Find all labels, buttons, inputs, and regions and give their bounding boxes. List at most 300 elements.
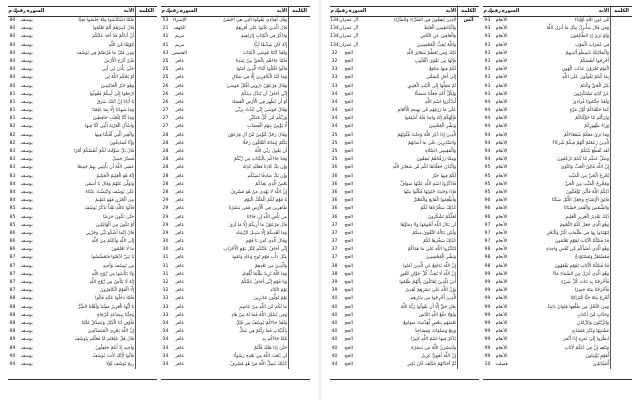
entry-word — [457, 328, 479, 336]
table-row — [330, 58, 479, 66]
entry-verse: وَيَنْعِهِ إِنَّ فِي ذَٰلِكُمْ لَآيَاتٍ — [564, 345, 610, 351]
entry-aya-number: 33 — [162, 312, 169, 318]
entry-aya-number: 98 — [484, 263, 491, 269]
entry-aya-number: 94 — [484, 108, 491, 114]
entry-word — [135, 66, 157, 74]
table-row — [161, 164, 310, 172]
entry-aya-number: 93 — [484, 18, 491, 23]
table-row — [8, 148, 157, 156]
entry-sura: يوسف — [20, 173, 33, 179]
entry-verse: وَإِن يَكُ كَاذِبًا فَعَلَيْهِ كَذِبُهُ — [242, 165, 288, 171]
table-row — [8, 295, 157, 303]
entry-aya-number: 28 — [162, 157, 169, 163]
entry-word — [135, 148, 157, 156]
entry-aya-number: 10 — [484, 361, 491, 367]
entry-word — [135, 99, 157, 107]
entry-aya-number: 32 — [331, 58, 338, 64]
entry-word — [135, 25, 157, 33]
entry-word — [610, 50, 632, 58]
entry-verse: وَهُوَ الَّذِي أَنشَأَكُم مِّن نَّفْسٍ وَاحِدَةٍ — [546, 247, 610, 253]
entry-verse: فَمُسْتَقَرٌّ وَمُسْتَوْدَعٌ — [575, 255, 610, 261]
entry-verse: وَلَيَنصُرَنَّ اللَّهُ مَن يَنصُرُهُ — [411, 345, 457, 351]
entry-verse: وَلَقَدْ جَاءَكُمْ يُوسُفُ مِن قَبْلُ — [236, 320, 288, 326]
entry-aya-number: 81 — [9, 99, 16, 105]
table-row — [483, 156, 632, 164]
entry-aya-number: 36 — [331, 214, 338, 220]
entry-verse: أَنَّ أَبَاكُمْ قَدْ أَخَذَ عَلَيْكُم — [92, 34, 135, 40]
entry-verse: مِنَ الْحُزْنِ فَهُوَ كَظِيمٌ — [95, 198, 135, 204]
entry-aya-number: 36 — [331, 173, 338, 179]
header-sura: السورة — [348, 8, 367, 14]
entry-word — [457, 25, 479, 33]
table-row — [483, 336, 632, 344]
entry-sura: الحج — [344, 140, 353, 146]
entry-aya-number: 89 — [9, 337, 16, 343]
entry-verse: وَقَالَ مُوسَىٰ إِنِّي عُذْتُ بِرَبِّي — [234, 108, 288, 114]
entry-word — [457, 345, 479, 353]
table-row — [8, 140, 157, 148]
entry-word — [135, 173, 157, 181]
entry-aya-number: 29 — [162, 222, 169, 228]
entry-sura: غافر — [175, 173, 184, 179]
entry-word — [610, 115, 632, 123]
entry-verse: فَصَبْرٌ جَمِيلٌ — [112, 157, 135, 163]
entry-verse: وَمَا نَرَىٰ مَعَكُمْ شُفَعَاءَكُمُ — [563, 132, 610, 138]
table-row — [483, 205, 632, 213]
table-row — [330, 254, 479, 262]
table-row — [161, 107, 310, 115]
entry-aya-number: 44 — [331, 361, 338, 367]
entry-verse: ثُمَّ مَحِلُّهَا إِلَى الْبَيْتِ الْعَتِيقِ — [407, 83, 457, 89]
table-row — [8, 238, 157, 246]
entry-sura: غافر — [175, 337, 184, 343]
entry-word — [457, 66, 479, 74]
table-row — [161, 328, 310, 336]
entry-verse: كَذَٰلِكَ يُضِلُّ اللَّهُ مَنْ هُوَ مُسْرِفٌ — [229, 361, 288, 367]
entry-verse: كَمَا خَلَقْنَاكُمْ أَوَّلَ مَرَّةٍ — [569, 108, 610, 114]
entry-aya-number: 94 — [484, 149, 491, 154]
entry-aya-number: 84 — [9, 198, 16, 204]
entry-verse: وَلَقَدْ آتَيْنَا مُوسَى الْكِتَابَ — [242, 50, 288, 56]
entry-sura: الأنعام — [495, 296, 508, 302]
header-m: م — [483, 8, 488, 14]
entry-sura: الأنعام — [495, 353, 508, 359]
entry-sura: يوسف — [20, 214, 33, 220]
column-block — [8, 6, 157, 380]
table-row — [330, 115, 479, 123]
entry-sura: الأنعام — [495, 239, 508, 245]
header-sura: السورة — [26, 8, 45, 14]
table-row — [8, 279, 157, 287]
table-row — [8, 254, 157, 262]
table-row — [330, 295, 479, 303]
entry-aya-number: 94 — [484, 99, 491, 105]
entry-aya-number: 32 — [331, 50, 338, 56]
entry-sura: الحج — [344, 345, 353, 351]
entry-verse: يُخْرِجُ الْحَيَّ مِنَ الْمَيِّتِ — [568, 173, 610, 179]
entry-verse: وَالْبُدْنَ جَعَلْنَاهَا لَكُم مِّن شَعَائِرِ اللَّهِ — [392, 165, 457, 171]
table-row — [161, 181, 310, 189]
entry-verse: إِنَّ اللَّهَ فَالِقُ الْحَبِّ وَالنَّوَىٰ — [560, 165, 610, 171]
entry-word — [135, 115, 157, 123]
entry-sura: يوسف — [20, 91, 33, 97]
entry-verse: فَإِنَّهَا مِن تَقْوَى الْقُلُوبِ — [414, 58, 457, 64]
entry-verse: مِن يُوسُفَ وَأَخِيهِ — [102, 263, 135, 269]
entry-aya-number: 37 — [331, 222, 338, 228]
entry-aya-number: 93 — [484, 26, 491, 32]
entry-sura: يوسف — [20, 320, 33, 326]
entry-sura: يوسف — [20, 230, 33, 236]
entry-word — [288, 345, 310, 353]
table-row — [8, 74, 157, 82]
entry-sura: الأنعام — [495, 337, 508, 343]
entry-aya-number: 82 — [9, 124, 16, 130]
entry-word: أَنْسَ — [457, 17, 479, 25]
entry-aya-number: 28 — [162, 165, 169, 171]
entry-word — [135, 304, 157, 312]
entry-sura: الحج — [344, 214, 353, 220]
entry-sura: يوسف — [20, 50, 33, 56]
table-row — [8, 107, 157, 115]
entry-aya-number: 35 — [331, 157, 338, 163]
table-row — [483, 353, 632, 361]
entry-sura: الحج — [344, 149, 353, 154]
entry-verse: كَذَٰلِكَ سَخَّرْنَاهَا لَكُمْ — [420, 206, 457, 212]
entry-sura: يوسف — [20, 304, 33, 310]
entry-verse: وَاللَّهُ يُحِبُّ الْمُحْسِنِينَ — [416, 42, 457, 48]
entry-verse: الَّذِينَ أُخْرِجُوا مِن دِيَارِهِم — [410, 296, 457, 302]
entry-verse: فَلَنْ أَبْرَحَ الْأَرْضَ — [104, 58, 135, 64]
entry-word — [288, 164, 310, 172]
entry-sura: الحج — [344, 288, 353, 294]
entry-verse: ذَٰلِكُمُ اللَّهُ فَأَنَّىٰ تُؤْفَكُونَ — [566, 189, 610, 195]
entry-verse: بِمَا كُنتُمْ تَقُولُونَ عَلَى اللَّهِ — [562, 75, 610, 81]
table-row — [161, 263, 310, 271]
entry-sura: الأنعام — [495, 75, 508, 81]
entry-word — [288, 50, 310, 58]
entry-sura: يوسف — [20, 198, 33, 204]
entry-sura: الأنعام — [495, 230, 508, 236]
entry-word — [288, 361, 310, 369]
table-row — [330, 271, 479, 279]
table-row — [8, 66, 157, 74]
entry-aya-number: 37 — [331, 247, 338, 253]
entry-word — [288, 107, 310, 115]
header-k: ك — [334, 8, 339, 14]
entry-sura: الحج — [344, 312, 353, 318]
entry-word — [288, 214, 310, 222]
header-aya: رقم — [15, 8, 26, 14]
entry-word — [610, 312, 632, 320]
entry-sura: يوسف — [20, 296, 33, 302]
entry-aya-number: 38 — [331, 271, 338, 277]
entry-verse: قَدْ فَصَّلْنَا الْآيَاتِ لِقَوْمٍ يَفْقَهُونَ — [554, 263, 610, 269]
entry-word — [457, 353, 479, 361]
entry-sura: الأنعام — [495, 26, 508, 32]
entry-sura: الحج — [344, 116, 353, 122]
entry-verse: وَأَخِيهِ إِذْ أَنتُمْ جَاهِلُونَ — [95, 345, 135, 351]
entry-sura: الحج — [344, 304, 353, 310]
entry-word — [610, 140, 632, 148]
table-row — [330, 74, 479, 82]
entry-sura: غافر — [175, 116, 184, 122]
entry-verse: الْيَوْمَ تُجْزَوْنَ عَذَابَ الْهُونِ — [561, 67, 610, 73]
entry-sura: يوسف — [20, 18, 33, 23]
entry-verse: لِّيَذْكُرُوا اسْمَ اللَّهِ — [424, 99, 457, 105]
table-row — [161, 222, 310, 230]
entry-word — [135, 238, 157, 246]
entry-aya-number: 36 — [331, 181, 338, 187]
entry-aya-number: 36 — [331, 165, 338, 171]
entry-sura: غافر — [175, 239, 184, 245]
entry-word — [288, 271, 310, 279]
entry-word — [135, 263, 157, 271]
table-row — [161, 238, 310, 246]
table-row — [330, 361, 479, 369]
table-row — [8, 156, 157, 164]
table-row — [483, 83, 632, 91]
entry-verse: يُذْكَرُ فِيهَا اسْمُ اللَّهِ كَثِيرًا — [411, 337, 457, 343]
entry-sura: الحج — [344, 222, 353, 228]
entry-verse: فِي غَمَرَاتِ الْمَوْتِ — [574, 42, 610, 48]
entry-word — [610, 197, 632, 205]
table-row — [161, 189, 310, 197]
entry-aya-number: 25 — [162, 58, 169, 64]
table-row — [161, 123, 310, 131]
entry-aya-number: 28 — [162, 140, 169, 146]
entry-sura: غافر — [175, 271, 184, 277]
entry-aya-number: 93 — [484, 83, 491, 89]
entry-verse: وَمِمَّا رَزَقْنَاهُمْ يُنفِقُونَ — [416, 157, 457, 163]
entry-aya-number: 81 — [9, 91, 16, 97]
entry-aya-number: 95 — [484, 165, 491, 171]
entry-aya-number: 31 — [162, 255, 169, 261]
entry-sura: يوسف — [20, 271, 33, 277]
entry-word — [457, 107, 479, 115]
entry-verse: يَا قَوْمِ لَكُمُ الْمُلْكُ الْيَوْمَ — [244, 198, 288, 204]
entry-verse: بِالْبَيِّنَاتِ فَمَا زِلْتُمْ فِي شَكٍّ — [239, 329, 288, 335]
entry-sura: غافر — [175, 124, 184, 130]
entry-aya-number: 37 — [331, 255, 338, 261]
entry-sura: غافر — [175, 280, 184, 285]
entry-aya-number: 95 — [484, 173, 491, 179]
entry-verse: يَا أَيُّهَا الْعَزِيزُ مَسَّنَا وَأَهْلَنَا الضُّرُّ — [78, 304, 135, 310]
entry-aya-number: 83 — [9, 165, 16, 171]
entry-sura: الأنعام — [495, 329, 508, 335]
entry-aya-number: 26 — [162, 83, 169, 89]
right-page — [322, 0, 640, 400]
entry-sura: غافر — [175, 329, 184, 335]
table-row — [483, 164, 632, 172]
table-row — [330, 156, 479, 164]
entry-word — [288, 312, 310, 320]
entry-sura: آل عمران — [339, 18, 358, 23]
entry-verse: فَإِلَٰهُكُمْ إِلَٰهٌ وَاحِدٌ فَلَهُ أَسْلِمُوا — [404, 116, 457, 122]
entry-word — [135, 74, 157, 82]
entry-sura: غافر — [175, 312, 184, 318]
entry-word — [288, 287, 310, 295]
entry-aya-number: 93 — [484, 34, 491, 40]
entry-word — [288, 66, 310, 74]
entry-sura: غافر — [175, 181, 184, 187]
table-row — [483, 361, 632, 369]
entry-verse: وَإِن يَكُ صَادِقًا يُصِبْكُم — [247, 173, 288, 179]
entry-sura: غافر — [175, 230, 184, 236]
table-row — [8, 132, 157, 140]
table-row — [483, 74, 632, 82]
entry-sura: غافر — [175, 198, 184, 204]
entry-word — [457, 33, 479, 41]
entry-verse: وَالَّذِينَ مِن بَعْدِهِمْ — [254, 263, 288, 269]
entry-word — [135, 271, 157, 279]
entry-word — [135, 123, 157, 131]
entry-word — [288, 58, 310, 66]
entry-word — [135, 33, 157, 41]
entry-aya-number: 98 — [484, 247, 491, 253]
entry-verse: وَمَن يُضْلِلِ اللَّهُ فَمَا لَهُ مِنْ هَادٍ — [231, 312, 288, 318]
entry-verse: وَقَدْ جَاءَكُم بِالْبَيِّنَاتِ مِن رَّبِّكُمْ — [233, 157, 288, 163]
table-row — [483, 173, 632, 181]
entry-sura: الأنعام — [495, 214, 508, 220]
entry-aya-number: 35 — [331, 149, 338, 154]
entry-verse: وَإِنَّا لَصَادِقُونَ — [109, 140, 135, 146]
entry-sura: غافر — [175, 189, 184, 195]
entry-sura: الحج — [344, 165, 353, 171]
entry-word — [610, 148, 632, 156]
entry-word — [288, 42, 310, 50]
entry-aya-number: 25 — [162, 67, 169, 73]
entry-sura: غافر — [175, 361, 184, 367]
entry-sura: الأنعام — [495, 50, 508, 56]
entry-verse: وَجِئْنَا بِبِضَاعَةٍ مُّزْجَاةٍ — [97, 312, 135, 318]
table-row — [483, 107, 632, 115]
entry-word — [288, 353, 310, 361]
table-header — [161, 7, 310, 17]
table-row — [8, 123, 157, 131]
entry-word — [610, 17, 632, 25]
entry-word — [135, 50, 157, 58]
concordance-table-right — [330, 6, 632, 380]
entry-aya-number: 87 — [9, 271, 16, 277]
table-row — [161, 271, 310, 279]
header-sura: السورة — [501, 8, 520, 14]
entry-sura: الأنعام — [495, 58, 508, 64]
entry-aya-number: 83 — [9, 173, 16, 179]
entry-word — [288, 115, 310, 123]
entry-sura: غافر — [175, 67, 184, 73]
entry-word — [610, 99, 632, 107]
entry-verse: مِّمَّا جَاءَكُم بِهِ — [262, 337, 288, 343]
entry-sura: الحج — [344, 99, 353, 105]
table-row — [161, 279, 310, 287]
entry-verse: مِثْلَ دَأْبِ قَوْمِ نُوحٍ وَعَادٍ وَثَمُودَ — [231, 255, 288, 261]
entry-verse: يَا بَنِيَّ اذْهَبُوا فَتَحَسَّسُوا — [91, 255, 135, 261]
column-block — [330, 6, 479, 380]
entry-aya-number: 97 — [484, 239, 491, 245]
entry-sura: يوسف — [20, 337, 33, 343]
entry-verse: لَعَلَّكُمْ تَشْكُرُونَ — [427, 214, 457, 220]
entry-aya-number: 33 — [331, 83, 338, 89]
entry-sura: غافر — [175, 304, 184, 310]
entry-sura: الحج — [344, 255, 353, 261]
entry-aya-number: 28 — [162, 149, 169, 154]
table-row — [161, 345, 310, 353]
entry-verse: الَّذِينَ إِذَا ذُكِرَ اللَّهُ وَجِلَتْ قُلُوبُهُمْ — [397, 132, 457, 138]
entry-sura: الأنعام — [495, 255, 508, 261]
entry-aya-number: 80 — [9, 26, 16, 32]
table-row — [8, 50, 157, 58]
table-row — [483, 238, 632, 246]
table-row — [8, 304, 157, 312]
entry-word — [457, 189, 479, 197]
entry-word — [135, 42, 157, 50]
entry-sura: فصلت — [495, 361, 508, 367]
entry-sura: الأنعام — [495, 18, 508, 23]
entry-word — [610, 33, 632, 41]
entry-verse: إِنَّ اللَّهَ لَقَوِيٌّ عَزِيزٌ — [421, 353, 457, 359]
table-row — [330, 263, 479, 271]
entry-sura: الأنعام — [495, 83, 508, 89]
entry-verse: وَمَن قَالَ سَأُنزِلُ مِثْلَ مَا أَنزَلَ اللَّهُ — [546, 26, 610, 32]
entry-verse: لَن يَبْعَثَ اللَّهُ مِن بَعْدِهِ رَسُولًا — [233, 353, 288, 359]
entry-verse: مِن بَأْسِ اللَّهِ إِن جَاءَنَا — [246, 214, 288, 220]
entry-sura: غافر — [175, 140, 184, 146]
table-row — [161, 58, 310, 66]
entry-aya-number: 94 — [484, 140, 491, 146]
table-row — [483, 287, 632, 295]
entry-word — [288, 328, 310, 336]
table-row — [330, 25, 479, 33]
table-row — [483, 115, 632, 123]
entry-word — [457, 312, 479, 320]
table-row — [483, 304, 632, 312]
entry-sura: غافر — [175, 222, 184, 228]
entry-aya-number: 80 — [9, 58, 16, 64]
entry-aya-number: 88 — [9, 304, 16, 310]
entry-aya-number: 28 — [162, 181, 169, 187]
entry-sura: الأنعام — [495, 181, 508, 187]
entry-word — [135, 214, 157, 222]
table-row — [483, 295, 632, 303]
table-row — [8, 181, 157, 189]
entry-verse: قَالُوا أَإِنَّكَ لَأَنتَ يُوسُفُ — [92, 353, 135, 359]
entry-word — [457, 238, 479, 246]
entry-sura: يوسف — [20, 83, 33, 89]
entry-aya-number: 93 — [484, 50, 491, 56]
entry-aya-number: 29 — [162, 198, 169, 204]
entry-verse: وَالْعَافِينَ عَنِ النَّاسِ — [420, 34, 457, 40]
table-row — [8, 222, 157, 230]
entry-word — [135, 295, 157, 303]
entry-aya-number: 32 — [162, 288, 169, 294]
entry-verse: قَالَ بَلْ سَوَّلَتْ لَكُمْ أَنفُسُكُمْ أَمْرًا — [73, 149, 135, 154]
table-row — [330, 42, 479, 50]
table-row — [330, 123, 479, 131]
entry-word — [457, 99, 479, 107]
entry-verse: قَدْ فَصَّلْنَا الْآيَاتِ لِقَوْمٍ يَعْلَمُونَ — [554, 239, 610, 245]
entry-aya-number: 39 — [331, 280, 338, 285]
table-row — [161, 33, 310, 41]
table-row — [330, 99, 479, 107]
entry-word — [610, 287, 632, 295]
entry-aya-number: 84 — [9, 189, 16, 195]
entry-aya-number: 40 — [331, 353, 338, 359]
entry-sura: الحج — [344, 353, 353, 359]
entry-sura: غافر — [175, 165, 184, 171]
entry-verse: ثُمَّ أَخَذْتُهُمْ فَكَيْفَ كَانَ نَكِيرِ — [407, 361, 457, 367]
entry-verse: الَّذِينَ يُنفِقُونَ فِي السَّرَّاءِ وَالضَّرَّاءِ — [393, 18, 457, 23]
entry-verse: وَالشَّمْسَ وَالْقَمَرَ حُسْبَانًا — [563, 206, 610, 212]
